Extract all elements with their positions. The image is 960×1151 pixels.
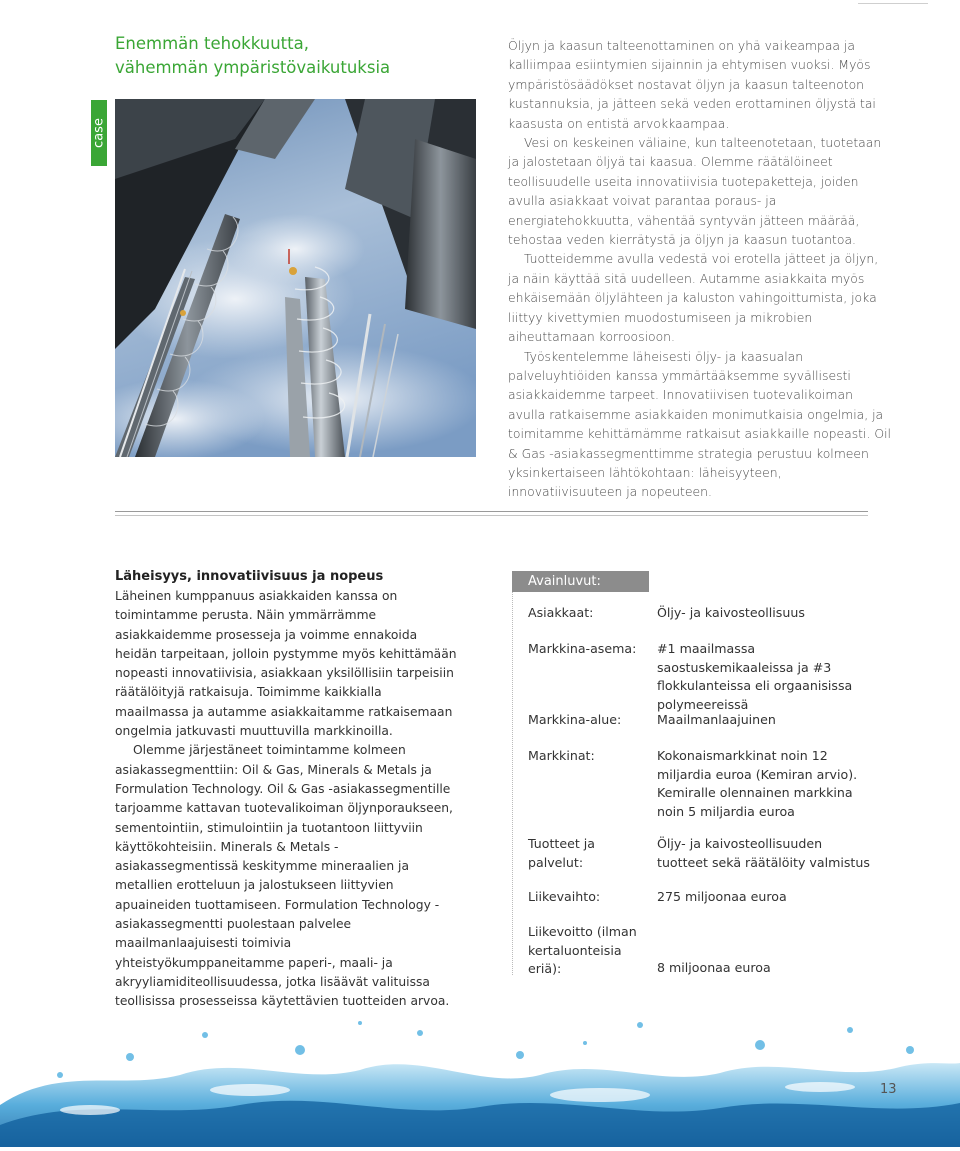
fact-label-markets: Markkinat: [528,748,595,763]
intro-paragraph-3: Tuotteidemme avulla vedestä voi erotella jätteet ja öljyn, ja näin käyttää sitä uudelleen. Autamme asiakkaita myös ehkäisemään öljylähteen ja kaluston vahingoittumista, joka liittyy kivettymien muodostumiseen ja mikrobien aiheuttamaan korroosioon. [508,251,879,345]
fact-value-products: Öljy- ja kaivosteollisuuden tuotteet sekä räätälöity valmistus [657,836,870,870]
fact-label-operating-profit: Liikevoitto (ilman kertaluonteisia eriä): [528,924,637,976]
water-splash-image [0,995,960,1147]
intro-paragraph-2: Vesi on keskeinen väliaine, kun talteenotetaan, tuotetaan ja jalostetaan öljyä tai kaasua. Olemme räätälöineet teollisuudelle useita innovatiivisia tuotepaketteja, joiden avulla asiakkaat voivat parantaa poraus- ja energiatehokkuutta, vähentää syntyvän jätteen määrää, tehostaa veden kierrätystä ja öljyn ja kaasun tuotantoa. [508,135,882,248]
section-paragraph-2: Olemme järjestäneet toimintamme kolmeen asiakassegmenttiin: Oil & Gas, Minerals & Metals ja Formulation Technology. Oil & Gas -asiakassegmentille tarjoamme kattavan tuotevalikoiman öljynporaukseen, sementointiin, stimulointiin ja tuotantoon liittyviin käyttökohteisiin. Minerals & Metals -asiakassegmentissä keskitymme mineraalien ja metallien erotteluun ja jalostukseen liittyvien apuaineiden tuottamiseen. Formulation Technology -asiakassegmentti puolestaan palvelee maailmanlaajuisesti toimivia yhteistyökumppaneitamme paperi-, maali- ja akryyliamiditeollisuudessa, jotka lisäävät valituissa teollisissa prosesseissa käytettävien tuotteiden arvoa. [115,743,453,1009]
key-figures-divider [512,592,514,975]
case-tab [91,100,107,166]
fact-label-revenue: Liikevaihto: [528,889,601,904]
fact-label-market-position: Markkina-asema: [528,641,637,656]
fact-value-customers: Öljy- ja kaivosteollisuus [657,605,805,620]
top-rule [858,3,928,4]
fact-value-operating-profit: 8 miljoonaa euroa [657,960,771,975]
intro-paragraph-1: Öljyn ja kaasun talteenottaminen on yhä vaikeampaa ja kalliimpaa esiintymien sijainnin ja ehtymisen vuoksi. Myös ympäristösäädökset nostavat öljyn ja kaasun talteenoton kustannuksia, ja jätteen sekä veden erottaminen öljystä tai kaasusta on entistä arvokkaampaa. [508,38,876,131]
fact-value-market-position: #1 maailmassa saostuskemikaaleissa ja #3 flokkulanteissa eli orgaanisissa polymeereissä [657,641,853,712]
section-title: Läheisyys, innovatiivisuus ja nopeus [115,569,384,584]
fact-value-revenue: 275 miljoonaa euroa [657,889,787,904]
headline-line-1: Enemmän tehokkuutta, [115,34,309,53]
intro-text [508,36,893,502]
intro-paragraph-4: Työskentelemme läheisesti öljy- ja kaasualan palveluyhtiöiden kanssa ymmärtääksemme syvällisesti asiakkaidemme tarpeet. Innovatiivisen tuotevalikoiman avulla ratkaisemme asiakkaiden monimutkaisia ongelmia, ja toimitamme kehittämämme ratkaisut asiakkaille nopeasti. Oil & Gas -asiakassegmenttimme strategia perustuu kolmeen yksinkertaiseen lähtökohtaan: läheisyyteen, innovatiivisuuteen ja nopeuteen. [508,348,892,500]
headline-line-2: vähemmän ympäristövaikutuksia [115,58,391,77]
section-divider-top [115,511,868,512]
fact-label-customers: Asiakkaat: [528,605,594,620]
fact-label-market-area: Markkina-alue: [528,712,622,727]
section-body [115,587,458,1012]
fact-value-markets: Kokonaismarkkinat noin 12 miljardia euroa (Kemiran arvio). Kemiralle olennainen markkina noin 5 miljardia euroa [657,748,858,819]
key-figures-heading: Avainluvut: [512,571,649,592]
refinery-photo [115,99,476,457]
headline [115,32,415,80]
fact-value-market-area: Maailmanlaajuinen [657,712,776,727]
page-number: 13 [880,1082,897,1097]
case-tab-label: case [91,118,107,148]
section-paragraph-1: Läheinen kumppanuus asiakkaiden kanssa on toimintamme perusta. Näin ymmärrämme asiakkaidemme prosesseja ja voimme ennakoida heidän tarpeitaan, jolloin pystymme myös kehittämään nopeasti innovatiivisia, asiakkaan yksilöllisiin tarpeisiin räätälöityjä ratkaisuja. Toimimme kaikkialla maailmassa ja autamme asiakkaitamme ratkaisemaan ongelmia jatkuvasti muuttuvilla markkinoilla. [115,589,457,739]
section-divider-bottom [115,515,868,516]
fact-label-products: Tuotteet ja palvelut: [528,836,595,870]
